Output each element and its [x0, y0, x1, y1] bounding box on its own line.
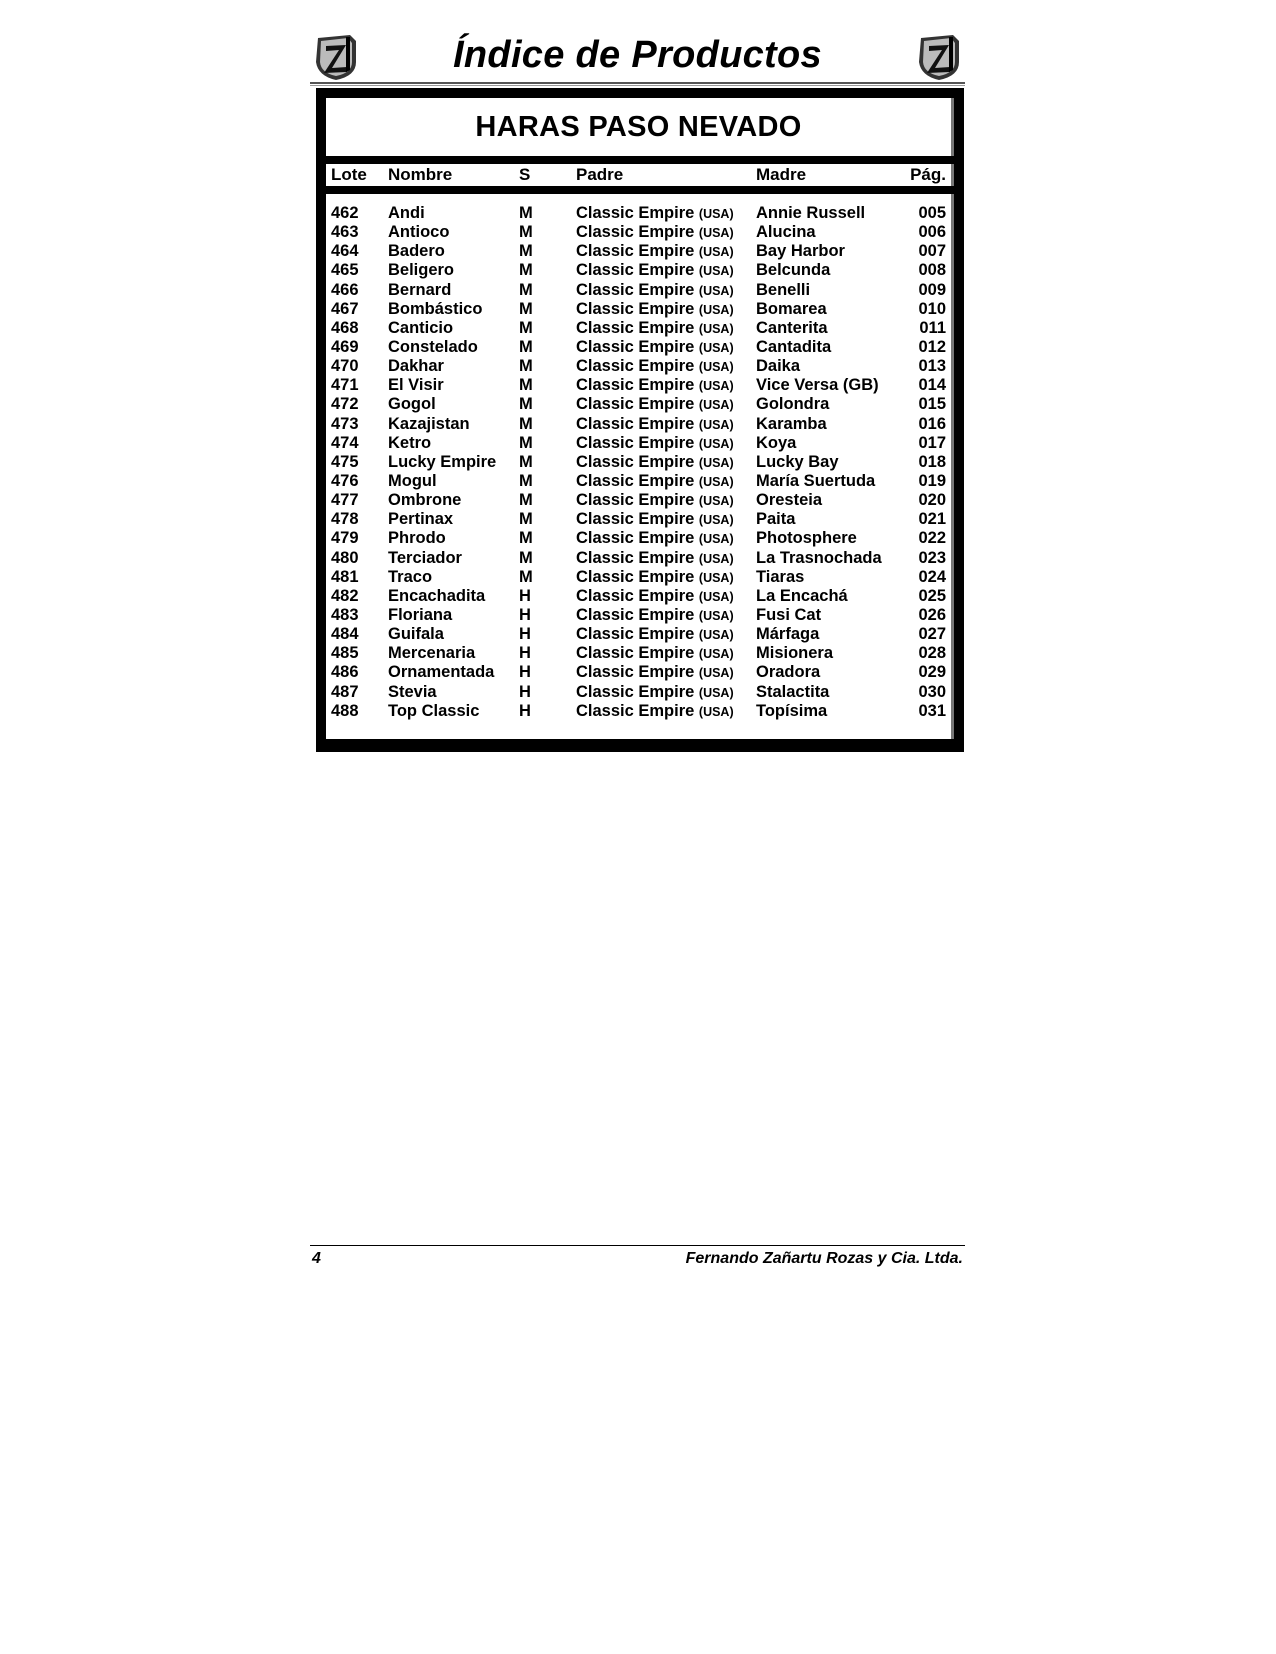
- lote-cell: 469: [331, 337, 359, 356]
- lote-cell: 480: [331, 548, 359, 567]
- nombre-cell: Bombástico: [388, 299, 483, 318]
- madre-cell: Fusi Cat: [756, 605, 822, 624]
- madre-cell: Koya: [756, 433, 797, 452]
- table-row: [326, 529, 951, 548]
- table-row: [326, 702, 951, 721]
- madre-cell: Bomarea: [756, 299, 827, 318]
- sexo-cell: H: [519, 586, 531, 605]
- table-row: [326, 357, 951, 376]
- nombre-cell: Traco: [388, 567, 433, 586]
- pag-cell: 005: [918, 204, 946, 222]
- nombre-cell: Mercenaria: [388, 644, 476, 663]
- padre-name: Classic Empire: [576, 682, 695, 701]
- table-row: [326, 568, 951, 587]
- madre-cell: Misionera: [756, 644, 834, 663]
- padre-name: Classic Empire: [576, 644, 695, 663]
- zr-shield-logo-icon: [915, 32, 963, 82]
- padre-cell: [576, 568, 734, 587]
- padre-cell: [576, 702, 734, 721]
- padre-cell: [576, 510, 734, 529]
- pag-cell: 024: [918, 567, 946, 586]
- column-header-sexo: S: [519, 165, 531, 184]
- padre-name: Classic Empire: [576, 567, 695, 586]
- padre-name: Classic Empire: [576, 223, 695, 242]
- nombre-cell: Gogol: [388, 395, 436, 414]
- nombre-cell: Ornamentada: [388, 663, 495, 682]
- padre-origin: (USA): [698, 494, 734, 509]
- padre-cell: [576, 491, 734, 510]
- sexo-cell: M: [519, 491, 533, 510]
- sexo-cell: M: [519, 395, 533, 414]
- madre-cell: Golondra: [756, 395, 830, 414]
- pag-cell: 019: [918, 471, 946, 490]
- padre-origin: (USA): [698, 321, 734, 336]
- table-row: [326, 223, 951, 242]
- padre-cell: [576, 625, 734, 644]
- table-row: [326, 415, 951, 434]
- padre-name: Classic Empire: [576, 299, 695, 318]
- nombre-cell: Constelado: [388, 337, 478, 356]
- madre-cell: Annie Russell: [756, 204, 866, 222]
- sexo-cell: H: [519, 701, 531, 720]
- sexo-cell: M: [519, 318, 533, 337]
- lote-cell: 474: [331, 433, 359, 452]
- madre-cell: Márfaga: [756, 625, 820, 644]
- padre-origin: (USA): [698, 647, 734, 662]
- lote-cell: 468: [331, 318, 359, 337]
- padre-origin: (USA): [698, 379, 734, 394]
- table-row: [326, 549, 951, 568]
- sexo-cell: M: [519, 376, 533, 395]
- madre-cell: Paita: [756, 510, 796, 529]
- padre-origin: (USA): [698, 398, 734, 413]
- column-header-nombre: Nombre: [388, 165, 453, 184]
- padre-cell: [576, 281, 734, 300]
- nombre-cell: Phrodo: [388, 529, 446, 548]
- lote-cell: 463: [331, 223, 359, 242]
- nombre-cell: Ombrone: [388, 491, 462, 510]
- padre-origin: (USA): [698, 340, 734, 355]
- padre-origin: (USA): [698, 283, 734, 298]
- table-row: [326, 204, 951, 223]
- lote-cell: 478: [331, 510, 359, 529]
- padre-name: Classic Empire: [576, 395, 695, 414]
- padre-cell: [576, 529, 734, 548]
- padre-name: Classic Empire: [576, 318, 695, 337]
- lote-cell: 477: [331, 491, 359, 510]
- madre-cell: Cantadita: [756, 337, 832, 356]
- madre-cell: Topísima: [756, 701, 828, 720]
- padre-name: Classic Empire: [576, 529, 695, 548]
- padre-name: Classic Empire: [576, 663, 695, 682]
- table-row: [326, 434, 951, 453]
- madre-cell: Stalactita: [756, 682, 830, 701]
- footer-divider: [310, 1245, 965, 1246]
- padre-origin: (USA): [698, 302, 734, 317]
- padre-origin: (USA): [698, 455, 734, 470]
- lote-cell: 464: [331, 242, 359, 261]
- lote-cell: 471: [331, 376, 359, 395]
- pag-cell: 027: [918, 625, 946, 644]
- padre-name: Classic Empire: [576, 471, 695, 490]
- padre-origin: (USA): [698, 245, 734, 260]
- sexo-cell: M: [519, 510, 533, 529]
- nombre-cell: Antioco: [388, 223, 450, 242]
- table-row: [326, 300, 951, 319]
- sexo-cell: M: [519, 204, 533, 222]
- sexo-cell: M: [519, 357, 533, 376]
- padre-cell: [576, 204, 734, 223]
- padre-origin: (USA): [698, 628, 734, 643]
- padre-origin: (USA): [698, 608, 734, 623]
- sexo-cell: H: [519, 663, 531, 682]
- lote-cell: 487: [331, 682, 359, 701]
- madre-cell: Daika: [756, 357, 801, 376]
- padre-cell: [576, 242, 734, 261]
- sexo-cell: M: [519, 280, 533, 299]
- padre-cell: [576, 300, 734, 319]
- table-row: [326, 261, 951, 280]
- sexo-cell: H: [519, 682, 531, 701]
- padre-origin: (USA): [698, 704, 734, 719]
- pag-cell: 021: [918, 510, 946, 529]
- padre-name: Classic Empire: [576, 357, 695, 376]
- table-row: [326, 587, 951, 606]
- sexo-cell: H: [519, 605, 531, 624]
- sexo-cell: M: [519, 529, 533, 548]
- padre-cell: [576, 261, 734, 280]
- lote-cell: 488: [331, 701, 359, 720]
- pag-cell: 009: [918, 280, 946, 299]
- pag-cell: 011: [919, 318, 946, 337]
- table-row: [326, 281, 951, 300]
- padre-name: Classic Empire: [576, 433, 695, 452]
- padre-cell: [576, 395, 734, 414]
- pag-cell: 012: [918, 337, 946, 356]
- madre-cell: Benelli: [756, 280, 811, 299]
- padre-cell: [576, 453, 734, 472]
- padre-cell: [576, 415, 734, 434]
- nombre-cell: Stevia: [388, 682, 437, 701]
- table-row: [326, 510, 951, 529]
- nombre-cell: Dakhar: [388, 357, 444, 376]
- nombre-cell: Pertinax: [388, 510, 454, 529]
- page-title: Índice de Productos: [453, 34, 822, 76]
- sexo-cell: H: [519, 644, 531, 663]
- pag-cell: 010: [918, 299, 946, 318]
- nombre-cell: Kazajistan: [388, 414, 470, 433]
- sexo-cell: M: [519, 242, 533, 261]
- sexo-cell: M: [519, 414, 533, 433]
- company-name: Fernando Zañartu Rozas y Cia. Ltda.: [685, 1250, 963, 1267]
- sexo-cell: M: [519, 471, 533, 490]
- lote-cell: 470: [331, 357, 359, 376]
- table-row: [326, 242, 951, 261]
- table-row: [326, 376, 951, 395]
- section-title: HARAS PASO NEVADO: [475, 111, 802, 143]
- pag-cell: 025: [918, 586, 946, 605]
- padre-name: Classic Empire: [576, 452, 695, 471]
- lote-cell: 484: [331, 625, 359, 644]
- padre-cell: [576, 434, 734, 453]
- column-header-pag: Pág.: [910, 165, 946, 184]
- madre-cell: La Trasnochada: [756, 548, 882, 567]
- header-divider-shadow: [310, 85, 965, 86]
- section-title-box: [326, 98, 954, 156]
- nombre-cell: Encachadita: [388, 586, 486, 605]
- padre-name: Classic Empire: [576, 376, 695, 395]
- padre-origin: (USA): [698, 436, 734, 451]
- pag-cell: 007: [918, 242, 946, 261]
- pag-cell: 008: [918, 261, 946, 280]
- padre-origin: (USA): [698, 474, 734, 489]
- madre-cell: Karamba: [756, 414, 827, 433]
- padre-cell: [576, 472, 734, 491]
- page-header: [310, 30, 965, 86]
- padre-name: Classic Empire: [576, 605, 695, 624]
- madre-cell: Tiaras: [756, 567, 805, 586]
- pag-cell: 006: [918, 223, 946, 242]
- pag-cell: 016: [918, 414, 946, 433]
- padre-cell: [576, 338, 734, 357]
- pag-cell: 028: [918, 644, 946, 663]
- padre-name: Classic Empire: [576, 701, 695, 720]
- table-row: [326, 338, 951, 357]
- padre-cell: [576, 663, 734, 682]
- madre-cell: Oradora: [756, 663, 821, 682]
- padre-origin: (USA): [698, 666, 734, 681]
- padre-origin: (USA): [698, 685, 734, 700]
- nombre-cell: Floriana: [388, 605, 453, 624]
- madre-cell: Oresteia: [756, 491, 823, 510]
- padre-name: Classic Empire: [576, 510, 695, 529]
- table-row: [326, 491, 951, 510]
- madre-cell: Belcunda: [756, 261, 831, 280]
- padre-name: Classic Empire: [576, 414, 695, 433]
- sexo-cell: M: [519, 433, 533, 452]
- padre-cell: [576, 683, 734, 702]
- lote-cell: 483: [331, 605, 359, 624]
- table-row: [326, 606, 951, 625]
- nombre-cell: Mogul: [388, 471, 437, 490]
- padre-origin: (USA): [698, 207, 734, 221]
- nombre-cell: Canticio: [388, 318, 454, 337]
- padre-origin: (USA): [698, 417, 734, 432]
- pag-cell: 018: [918, 452, 946, 471]
- nombre-cell: Terciador: [388, 548, 462, 567]
- page-number: 4: [312, 1250, 321, 1267]
- madre-cell: Vice Versa (GB): [756, 376, 879, 395]
- column-header-lote: Lote: [331, 165, 367, 184]
- pag-cell: 026: [918, 605, 946, 624]
- padre-origin: (USA): [698, 570, 734, 585]
- table-body: [326, 204, 951, 721]
- padre-name: Classic Empire: [576, 280, 695, 299]
- pag-cell: 014: [918, 376, 946, 395]
- nombre-cell: Guifala: [388, 625, 444, 644]
- padre-cell: [576, 319, 734, 338]
- padre-cell: [576, 223, 734, 242]
- table-row: [326, 319, 951, 338]
- padre-origin: (USA): [698, 513, 734, 528]
- table-row: [326, 663, 951, 682]
- nombre-cell: Andi: [388, 204, 425, 222]
- padre-name: Classic Empire: [576, 204, 695, 222]
- lote-cell: 476: [331, 471, 359, 490]
- pag-cell: 013: [918, 357, 946, 376]
- table-row: [326, 453, 951, 472]
- padre-origin: (USA): [698, 264, 734, 279]
- madre-cell: Canterita: [756, 318, 828, 337]
- sexo-cell: M: [519, 299, 533, 318]
- lote-cell: 486: [331, 663, 359, 682]
- column-header-madre: Madre: [756, 165, 807, 184]
- header-divider: [310, 82, 965, 84]
- pag-cell: 031: [918, 701, 946, 720]
- lote-cell: 466: [331, 280, 359, 299]
- table-header: [326, 164, 954, 186]
- pag-cell: 022: [918, 529, 946, 548]
- nombre-cell: Beligero: [388, 261, 455, 280]
- nombre-cell: Bernard: [388, 280, 452, 299]
- sexo-cell: M: [519, 223, 533, 242]
- padre-cell: [576, 587, 734, 606]
- pag-cell: 015: [918, 395, 946, 414]
- sexo-cell: M: [519, 337, 533, 356]
- padre-name: Classic Empire: [576, 625, 695, 644]
- padre-origin: (USA): [698, 551, 734, 566]
- madre-cell: La Encachá: [756, 586, 848, 605]
- pag-cell: 020: [918, 491, 946, 510]
- column-header-padre: Padre: [576, 165, 624, 184]
- sexo-cell: M: [519, 567, 533, 586]
- madre-cell: Bay Harbor: [756, 242, 845, 261]
- lote-cell: 485: [331, 644, 359, 663]
- madre-cell: María Suertuda: [756, 471, 876, 490]
- nombre-cell: Ketro: [388, 433, 432, 452]
- padre-name: Classic Empire: [576, 242, 695, 261]
- pag-cell: 023: [918, 548, 946, 567]
- table-row: [326, 395, 951, 414]
- lote-cell: 467: [331, 299, 359, 318]
- sexo-cell: M: [519, 548, 533, 567]
- nombre-cell: Badero: [388, 242, 445, 261]
- padre-cell: [576, 606, 734, 625]
- lote-cell: 479: [331, 529, 359, 548]
- sexo-cell: M: [519, 452, 533, 471]
- sexo-cell: M: [519, 261, 533, 280]
- lote-cell: 481: [331, 567, 359, 586]
- padre-name: Classic Empire: [576, 261, 695, 280]
- padre-cell: [576, 549, 734, 568]
- lote-cell: 465: [331, 261, 359, 280]
- table-row: [326, 644, 951, 663]
- product-index-frame: [316, 88, 964, 752]
- padre-origin: (USA): [698, 360, 734, 375]
- nombre-cell: Lucky Empire: [388, 452, 497, 471]
- lote-cell: 462: [331, 204, 359, 222]
- padre-cell: [576, 357, 734, 376]
- padre-name: Classic Empire: [576, 491, 695, 510]
- madre-cell: Lucky Bay: [756, 452, 839, 471]
- padre-name: Classic Empire: [576, 337, 695, 356]
- padre-origin: (USA): [698, 226, 734, 241]
- lote-cell: 472: [331, 395, 359, 414]
- nombre-cell: Top Classic: [388, 701, 480, 720]
- padre-name: Classic Empire: [576, 548, 695, 567]
- pag-cell: 029: [918, 663, 946, 682]
- table-row: [326, 683, 951, 702]
- padre-origin: (USA): [698, 532, 734, 547]
- madre-cell: Photosphere: [756, 529, 857, 548]
- lote-cell: 473: [331, 414, 359, 433]
- padre-cell: [576, 644, 734, 663]
- table-row: [326, 472, 951, 491]
- padre-cell: [576, 376, 734, 395]
- product-table: [326, 194, 954, 739]
- madre-cell: Alucina: [756, 223, 816, 242]
- table-row: [326, 625, 951, 644]
- lote-cell: 475: [331, 452, 359, 471]
- lote-cell: 482: [331, 586, 359, 605]
- nombre-cell: El Visir: [388, 376, 444, 395]
- pag-cell: 030: [918, 682, 946, 701]
- sexo-cell: H: [519, 625, 531, 644]
- padre-name: Classic Empire: [576, 586, 695, 605]
- padre-origin: (USA): [698, 589, 734, 604]
- pag-cell: 017: [918, 433, 946, 452]
